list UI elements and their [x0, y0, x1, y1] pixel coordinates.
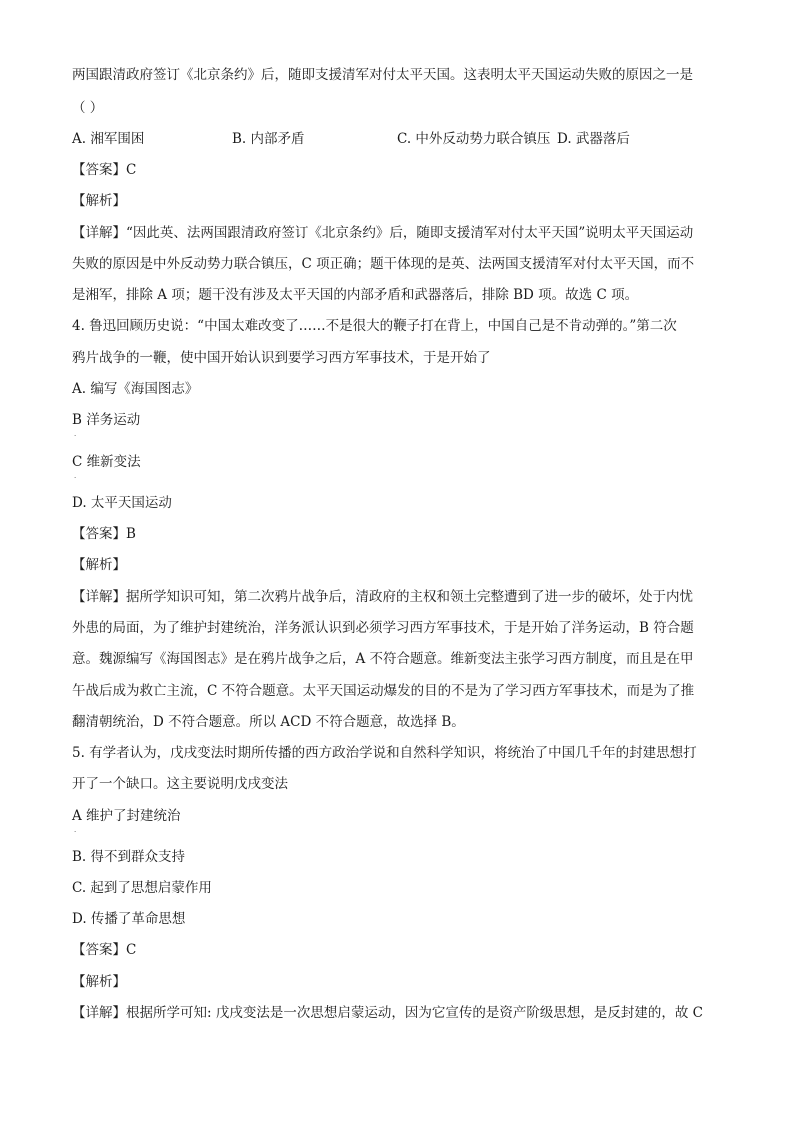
- q4-option-c: C 维新变法: [72, 454, 141, 470]
- q3-detail-line-3: 是湘军，排除 A 项；题干没有涉及太平天国的内部矛盾和武器落后，排除 BD 项。故选 C 项。: [72, 287, 639, 303]
- q4-stem-line-1: 4. 鲁迅回顾历史说：“中国太难改变了……不是很大的鞭子打在背上，中国自己是不肯动弹的。”第二次: [72, 318, 677, 334]
- q3-answer: 【答案】C: [72, 162, 137, 178]
- q3-detail-line-1: 【详解】“因此英、法两国跟清政府签订《北京条约》后，随即支援清军对付太平天国”说明太平天国运动: [72, 225, 694, 241]
- q3-option-d: D. 武器落后: [557, 131, 630, 147]
- q4-option-d: D. 太平天国运动: [72, 495, 172, 511]
- q3-options: [72, 130, 732, 148]
- q5-analysis-label: 【解析】: [72, 974, 126, 990]
- q4-detail-line-3: 意。魏源编写《海国图志》是在鸦片战争之后，A 不符合题意。维新变法主张学习西方制度，而且是在甲: [72, 651, 694, 667]
- q4-answer: 【答案】B: [72, 526, 136, 542]
- q4-detail-line-4: 午战后成为救亡主流，C 不符合题意。太平天国运动爆发的目的不是为了学习西方军事技术，而是为了推: [72, 683, 695, 699]
- q5-stem-line-2: 开了一个缺口。这主要说明戊戌变法: [72, 776, 288, 792]
- q4-option-a: A. 编写《海国图志》: [72, 381, 199, 397]
- q4-detail-line-2: 外患的局面，为了维护封建统治，洋务派认识到必须学习西方军事技术，于是开始了洋务运动，B 符合题: [72, 620, 694, 636]
- q5-option-c: C. 起到了思想启蒙作用: [72, 880, 212, 896]
- q3-option-a: A. 湘军围困: [72, 131, 145, 147]
- q5-detail-line-1: 【详解】根据所学可知: 戊戌变法是一次思想启蒙运动，因为它宣传的是资产阶级思想，是反封建的，故 C: [72, 1005, 703, 1021]
- q4-option-c-dot: .: [74, 472, 77, 480]
- q3-analysis-label: 【解析】: [72, 193, 126, 209]
- q3-stem-line-2: （ ）: [72, 100, 104, 116]
- q3-option-c: C. 中外反动势力联合镇压: [397, 131, 551, 147]
- q5-answer: 【答案】C: [72, 942, 137, 958]
- q5-option-d: D. 传播了革命思想: [72, 911, 186, 927]
- q5-stem-line-1: 5. 有学者认为，戊戌变法时期所传播的西方政治学说和自然科学知识，将统治了中国几千年的封建思想打: [72, 745, 697, 761]
- q4-detail-line-5: 翻清朝统治，D 不符合题意。所以 ACD 不符合题意，故选择 B。: [72, 714, 465, 730]
- q3-option-b: B. 内部矛盾: [232, 131, 305, 147]
- q4-detail-line-1: 【详解】据所学知识可知，第二次鸦片战争后，清政府的主权和领土完整遭到了进一步的破坏，处于内忧: [72, 589, 693, 605]
- q5-option-b: B. 得不到群众支持: [72, 849, 186, 865]
- q3-stem-line-1: 两国跟清政府签订《北京条约》后，随即支援清军对付太平天国。这表明太平天国运动失败的原因之一是: [72, 67, 693, 83]
- q4-option-b-dot: .: [74, 430, 77, 438]
- q3-detail-line-2: 失败的原因是中外反动势力联合镇压，C 项正确；题干体现的是英、法两国支援清军对付太平天国，而不: [72, 256, 695, 272]
- q4-analysis-label: 【解析】: [72, 557, 126, 573]
- q5-option-a: A 维护了封建统治: [72, 808, 181, 824]
- q5-option-a-dot: .: [74, 826, 77, 834]
- q4-option-b: B 洋务运动: [72, 412, 141, 428]
- q4-stem-line-2: 鸦片战争的一鞭，使中国开始认识到要学习西方军事技术，于是开始了: [72, 350, 491, 366]
